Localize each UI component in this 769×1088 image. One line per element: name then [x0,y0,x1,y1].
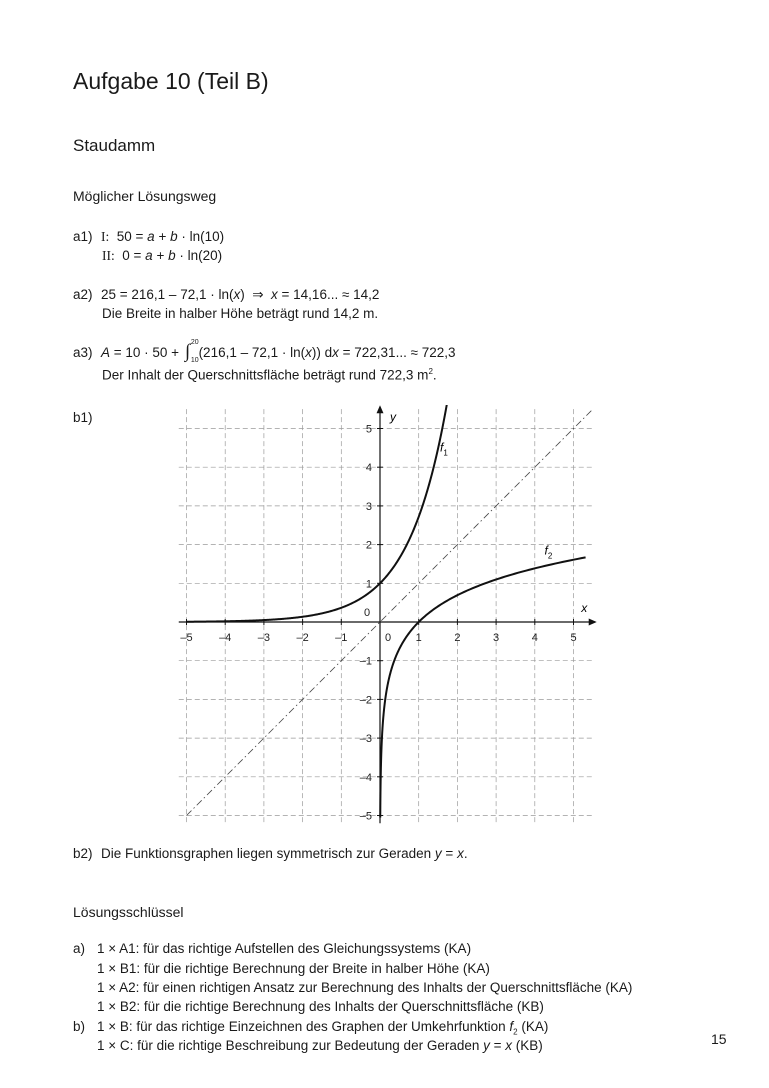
a2-label: a2) [73,287,93,302]
a1-eq2-b: b [168,248,176,263]
key-b2-post: (KB) [512,1038,543,1053]
page-title: Aufgabe 10 (Teil B) [73,68,269,94]
page-number: 15 [711,1031,727,1047]
x-tick-label: –5 [180,632,193,644]
y-tick-label: –2 [359,694,372,707]
a1-eq1-pre: 50 = [116,229,148,244]
key-b1-post: (KA) [517,1019,549,1034]
b2-post: . [463,846,468,861]
y-tick-label: 2 [365,539,372,552]
y-tick-label: 5 [365,423,372,436]
a3-line-1 [73,339,456,364]
y-axis-arrow [377,405,384,413]
key-b2-x: x [505,1038,512,1053]
x-axis-label: x [581,601,588,615]
key-heading: Lösungsschlüssel [73,904,184,920]
key-b1-pre: 1 × B: für das richtige Einzeichnen des Graphen der Umkehrfunktion [97,1019,510,1034]
a2-mid: ) ⇒ [240,287,272,302]
a1-eq2-mid: + [152,248,169,263]
a3-body-pre: (216,1 – 72,1 · ln( [198,345,306,360]
b2-y: y [434,846,442,861]
x-tick-label: –2 [296,632,309,644]
x-tick-label: –1 [335,632,348,644]
function-graph [170,405,600,825]
a1-eq1-mid: + [154,229,171,244]
y-tick-label: –1 [359,655,372,668]
solution-heading: Möglicher Lösungsweg [73,188,217,204]
y-tick-label: 1 [365,578,372,591]
key-b-line-2 [97,1038,543,1053]
a1-line-2 [102,248,222,264]
a3-text-post: . [432,367,437,383]
y-axis-label: y [390,409,396,424]
x-tick-label: 0 [384,632,392,644]
x-tick-label: 5 [570,632,577,644]
f2-label-sub: 2 [547,551,553,561]
a1-eq2-a: a [145,248,153,263]
a1-label: a1) [73,229,93,244]
a1-eq1-a: a [147,229,155,244]
a3-text-pre: Der Inhalt der Querschnittsfläche beträgt rund 722,3 m [102,367,429,383]
a1-eq1-prefix: I: [101,229,110,244]
y-tick-label: 4 [365,462,372,475]
f2-label-name: f [544,543,548,558]
section-subtitle: Staudamm [73,136,156,155]
key-a-line-1 [73,941,471,956]
a1-eq1-b: b [170,229,178,244]
b2-x: x [457,846,464,861]
b2-mid: = [441,846,458,861]
x-tick-label: –3 [257,632,271,644]
a1-eq2-pre: 0 = [122,248,146,263]
f1-label-sub: 1 [443,448,448,458]
a3-post: = 722,31... ≈ 722,3 [338,345,456,360]
a3-A: A [101,345,111,360]
key-b-label: b) [73,1019,86,1034]
key-a-label: a) [73,941,86,956]
key-b2-y: y [483,1038,490,1053]
a2-pre: 25 = 216,1 – 72,1 · ln( [101,287,234,302]
a1-eq2-prefix: II: [102,248,115,263]
b2-pre: Die Funktionsgraphen liegen symmetrisch zur Geraden [101,846,435,861]
a3-label: a3) [73,345,93,360]
key-b2-pre: 1 × C: für die richtige Beschreibung zur Bedeutung der Geraden [97,1038,484,1053]
y-tick-label: –3 [359,733,372,746]
integral-upper: 20 [190,339,199,346]
curve-labels [389,410,588,615]
a2-line-1 [73,287,379,303]
f2-label [544,543,552,560]
key-a-item: 1 × A1: für das richtige Aufstellen des Gleichungssystems (KA) [97,941,472,956]
a1-eq1-post: · ln(10) [177,229,225,244]
x-tick-label: 4 [531,632,538,644]
a3-text-sup: 2 [428,367,433,376]
b2-label: b2) [73,846,93,861]
line-y-equals-x [187,409,593,815]
x-axis-arrow [589,619,597,626]
integral-sign: ∫ 20 10 [184,339,199,364]
key-a-item: 1 × B1: für die richtige Berechnung der Breite in halber Höhe (KA) [97,961,490,976]
a2-text: Die Breite in halber Höhe beträgt rund 14,2 m. [102,306,379,321]
f1-label [440,441,448,458]
a3-dx: x [332,345,339,360]
y-tick-label: 0 [363,607,371,619]
y-tick-label: 3 [365,500,372,513]
a3-body-mid: )) d [311,345,333,360]
f1-label-name: f [439,440,444,455]
key-b1-sub: 2 [513,1027,518,1037]
key-a-item: 1 × A2: für einen richtigen Ansatz zur Berechnung des Inhalts der Querschnittsfläche (KA) [97,980,633,995]
b1-label: b1) [73,410,93,425]
a2-post: = 14,16... ≈ 14,2 [277,287,380,302]
a3-x: x [305,345,312,360]
x-tick-label: 3 [493,632,500,644]
a2-x1: x [233,287,241,302]
x-tick-label: 2 [454,632,461,644]
key-b2-mid: = [489,1038,506,1053]
a1-eq2-post: · ln(20) [175,248,223,263]
x-tick-label: 1 [415,632,422,644]
key-a-item: 1 × B2: für die richtige Berechnung des Inhalts der Querschnittsfläche (KB) [97,999,544,1014]
f1-curve [187,405,449,622]
a3-text [102,367,437,383]
a2-x2: x [271,287,278,302]
f2-curve [380,557,585,817]
a3-pre: = 10 · 50 + [110,345,183,360]
y-tick-label: –5 [359,810,372,823]
key-b1-f: f [509,1019,514,1034]
integral-lower: 10 [190,357,199,364]
a1-line-1 [73,229,224,245]
b2-line [73,846,468,861]
y-tick-label: –4 [359,771,372,784]
x-tick-label: –4 [219,632,232,644]
key-b-line-1 [73,1019,548,1037]
